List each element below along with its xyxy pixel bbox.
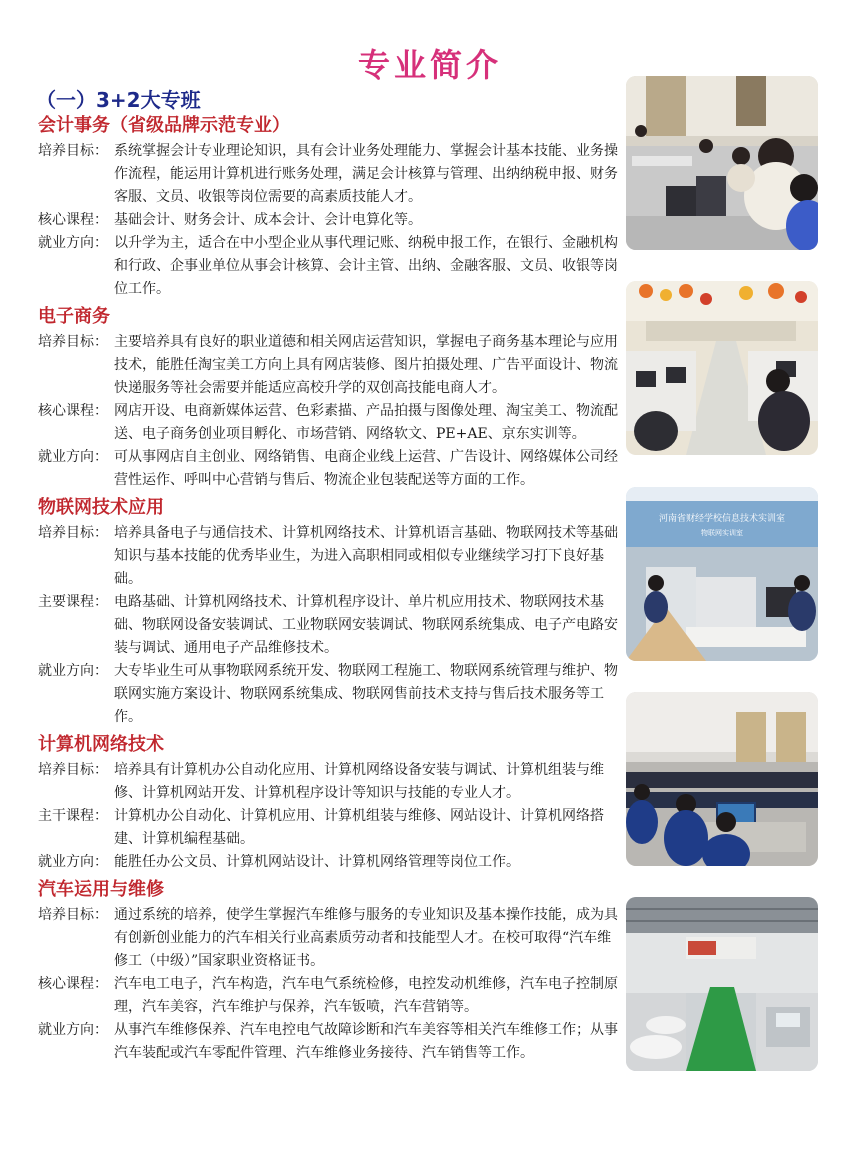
iot-lab-photo (626, 487, 818, 661)
entry-courses (38, 400, 618, 446)
entry-career (38, 851, 618, 874)
majors-content (38, 114, 618, 1065)
entry-label: 培养目标： (38, 907, 108, 923)
entry-label: 培养目标： (38, 334, 108, 350)
entry-goal (38, 522, 618, 591)
entry-text: 通过系统的培养，使学生掌握汽车维修与服务的专业知识及基本操作技能，成为具有创新创业能力的汽车相关行业高素质劳动者和技能型人才。在校可取得“汽车维修工（中级）”国家职业资格证书。 (114, 907, 618, 969)
entry-label: 主要课程： (38, 594, 108, 610)
automotive-workshop-photo (626, 897, 818, 1071)
entry-goal (38, 140, 618, 209)
entry-text: 可从事网店自主创业、网络销售、电商企业线上运营、广告设计、网络媒体公司经营性运作、呼叫中心营销与售后、物流企业包装配送等方面的工作。 (114, 449, 618, 488)
entry-text: 基础会计、财务会计、成本会计、会计电算化等。 (114, 212, 422, 228)
network-lab-image (626, 692, 818, 866)
entry-courses (38, 973, 618, 1019)
accounting-classroom-photo (626, 76, 818, 250)
entry-label: 主干课程： (38, 808, 108, 824)
entry-courses (38, 805, 618, 851)
entry-text: 电路基础、计算机网络技术、计算机程序设计、单片机应用技术、物联网技术基础、物联网设备安装调试、工业物联网安装调试、物联网系统集成、电子产电路安装与调试、通用电子产品维修技术。 (114, 594, 618, 656)
class-heading: （一）3+2大专班 (36, 88, 201, 112)
ecommerce-lab-image (626, 281, 818, 455)
entry-courses (38, 209, 618, 232)
entry-text: 能胜任办公文员、计算机网站设计、计算机网络管理等岗位工作。 (114, 854, 520, 870)
major-ecommerce (38, 305, 618, 492)
entry-label: 核心课程： (38, 403, 108, 419)
network-lab-photo (626, 692, 818, 866)
entry-goal (38, 904, 618, 973)
entry-label: 培养目标： (38, 143, 108, 159)
entry-career (38, 232, 618, 301)
entry-text: 汽车电工电子，汽车构造，汽车电气系统检修，电控发动机维修，汽车电子控制原理，汽车美容，汽车维护与保养，汽车钣喷，汽车营销等。 (114, 976, 618, 1015)
entry-goal (38, 331, 618, 400)
entry-label: 核心课程： (38, 976, 108, 992)
page-title: 专业简介 (357, 46, 502, 84)
entry-text: 以升学为主，适合在中小型企业从事代理记账、纳税申报工作，在银行、金融机构和行政、企事业单位从事会计核算、会计主管、出纳、金融客服、文员、收银等岗位工作。 (114, 235, 618, 297)
entry-label: 培养目标： (38, 525, 108, 541)
entry-goal (38, 759, 618, 805)
entry-career (38, 660, 618, 729)
entry-label: 就业方向： (38, 854, 108, 870)
entry-text: 大专毕业生可从事物联网系统开发、物联网工程施工、物联网系统管理与维护、物联网实施方案设计、物联网系统集成、物联网售前技术支持与售后技术服务等工作。 (114, 663, 618, 725)
accounting-classroom-image (626, 76, 818, 250)
major-title: 会计事务（省级品牌示范专业） (38, 115, 290, 136)
entry-courses (38, 591, 618, 660)
entry-text: 计算机办公自动化、计算机应用、计算机组装与维修、网站设计、计算机网络搭建、计算机编程基础。 (114, 808, 604, 847)
entry-label: 核心课程： (38, 212, 108, 228)
automotive-workshop-image (626, 897, 818, 1071)
iot-lab-image (626, 487, 818, 661)
entry-text: 网店开设、电商新媒体运营、色彩素描、产品拍摄与图像处理、淘宝美工、物流配送、电子商务创业项目孵化、市场营销、网络软文、PE+AE、京东实训等。 (114, 403, 618, 442)
entry-text: 主要培养具有良好的职业道德和相关网店运营知识，掌握电子商务基本理论与应用技术，能胜任淘宝美工方向上具有网店装修、图片拍摄处理、广告平面设计、物流快递服务等社会需要并能适应高校升学的双创高技能电商人才。 (114, 334, 618, 396)
entry-text: 从事汽车维修保养、汽车电控电气故障诊断和汽车美容等相关汽车维修工作；从事汽车装配或汽车零配件管理、汽车维修业务接待、汽车销售等工作。 (114, 1022, 618, 1061)
major-title: 计算机网络技术 (38, 734, 164, 755)
lab-banner-sub: 物联网实训室 (701, 529, 743, 537)
entry-text: 培养具备电子与通信技术、计算机网络技术、计算机语言基础、物联网技术等基础知识与基本技能的优秀毕业生，为进入高职相同或相似专业继续学习打下良好基础。 (114, 525, 618, 587)
entry-label: 就业方向： (38, 235, 108, 251)
entry-career (38, 1019, 618, 1065)
major-title: 汽车运用与维修 (38, 879, 164, 900)
major-automotive (38, 878, 618, 1065)
entry-career (38, 446, 618, 492)
entry-label: 就业方向： (38, 449, 108, 465)
ecommerce-lab-photo (626, 281, 818, 455)
major-network (38, 733, 618, 874)
major-iot (38, 496, 618, 729)
major-accounting (38, 114, 618, 301)
entry-label: 培养目标： (38, 762, 108, 778)
entry-text: 培养具有计算机办公自动化应用、计算机网络设备安装与调试、计算机组装与维修、计算机网站开发、计算机程序设计等知识与技能的专业人才。 (114, 762, 604, 801)
entry-label: 就业方向： (38, 1022, 108, 1038)
lab-banner-text: 河南省财经学校信息技术实训室 (658, 514, 786, 524)
entry-label: 就业方向： (38, 663, 108, 679)
major-title: 物联网技术应用 (38, 497, 164, 518)
entry-text: 系统掌握会计专业理论知识，具有会计业务处理能力、掌握会计基本技能、业务操作流程，能运用计算机进行账务处理，满足会计核算与管理、出纳纳税申报、财务客服、文员、收银等岗位需要的高素质技能人才。 (114, 143, 618, 205)
major-title: 电子商务 (38, 306, 110, 327)
